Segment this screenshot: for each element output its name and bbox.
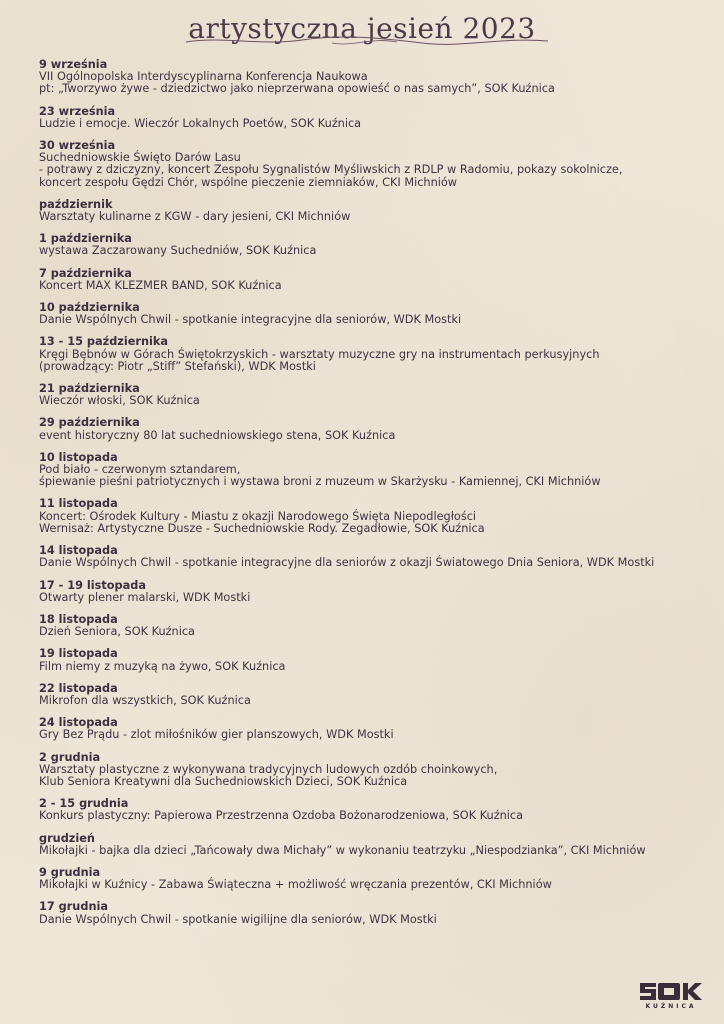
event-item [39, 336, 699, 373]
event-item [39, 901, 699, 925]
event-date: 21 października [39, 382, 140, 396]
event-date: 10 października [39, 301, 140, 315]
logo-subtitle: KUŹNICA [645, 1003, 697, 1010]
event-description-line: Konkurs plastyczny: Papierowa Przestrzenna Ozdoba Bożonarodzeniowa, SOK Kuźnica [39, 809, 524, 823]
page-title-text: artystyczna jesień 2023 [188, 12, 536, 45]
event-item [39, 833, 699, 857]
event-description-line: event historyczny 80 lat suchedniowskiego stena, SOK Kuźnica [39, 428, 396, 442]
event-item [39, 302, 699, 326]
event-item [39, 383, 699, 407]
event-date: 2 - 15 grudnia [39, 797, 129, 811]
event-item [39, 452, 699, 489]
page-title [188, 12, 536, 45]
event-date: 17 - 19 listopada [39, 578, 146, 592]
event-item [39, 140, 699, 189]
event-description-line: Dzień Seniora, SOK Kuźnica [39, 625, 195, 639]
event-date: 17 grudnia [39, 900, 108, 914]
event-description-line: Mikrofon dla wszystkich, SOK Kuźnica [39, 693, 251, 707]
event-description-line: Warsztaty kulinarne z KGW - dary jesieni, CKI Michniów [39, 210, 351, 224]
event-description-line: Danie Wspólnych Chwil - spotkanie wigilijne dla seniorów, WDK Mostki [39, 912, 437, 926]
event-date: 30 września [39, 139, 116, 153]
event-description-line: Warsztaty plastyczne z wykonywana tradycyjnych ludowych ozdób choinkowych, [39, 762, 498, 776]
event-date: 19 listopada [39, 647, 118, 661]
event-description-line: Danie Wspólnych Chwil - spotkanie integracyjne dla seniorów z okazji Światowego Dnia Seniora, WDK Mostki [39, 556, 655, 570]
event-description-line: Mikołajki w Kuźnicy - Zabawa Świąteczna + możliwość wręczania prezentów, CKI Michniów [39, 878, 552, 892]
event-description-line: Otwarty plener malarski, WDK Mostki [39, 590, 251, 604]
event-description-line: pt: „Tworzywo żywe - dziedzictwo jako nieprzerwana opowieść o nas samych”, SOK Kuźnica [39, 82, 555, 96]
event-description-line: koncert zespołu Gędzi Chór, wspólne pieczenie ziemniaków, CKI Michniów [39, 175, 458, 189]
event-date: 7 października [39, 266, 132, 280]
event-item [39, 233, 699, 257]
event-item [39, 106, 699, 130]
event-item [39, 717, 699, 741]
event-description-line: Wieczór włoski, SOK Kuźnica [39, 394, 200, 408]
logo-mark-icon [638, 980, 704, 1001]
event-description-line: Koncert MAX KLEZMER BAND, SOK Kuźnica [39, 278, 282, 292]
event-date: 11 listopada [39, 497, 118, 511]
event-date: październik [39, 197, 113, 211]
event-date: 14 listopada [39, 544, 118, 558]
event-description-line: Suchedniowskie Święto Darów Lasu [39, 151, 241, 165]
event-description-line: Pod biało - czerwonym sztandarem, [39, 463, 241, 477]
event-date: 1 października [39, 232, 132, 246]
title-flourish-icon [182, 34, 552, 48]
event-description-line: Klub Seniora Kreatywni dla Suchedniowskich Dzieci, SOK Kuźnica [39, 774, 408, 788]
event-description-line: VII Ogólnopolska Interdyscyplinarna Konferencja Naukowa [39, 70, 368, 84]
event-date: 24 listopada [39, 716, 118, 730]
event-item [39, 798, 699, 822]
event-item [39, 580, 699, 604]
event-date: 13 - 15 października [39, 335, 169, 349]
event-date: 9 grudnia [39, 865, 101, 879]
event-item [39, 59, 699, 96]
page-header [0, 12, 724, 45]
event-item [39, 614, 699, 638]
event-description-line: Wernisaż: Artystyczne Dusze - Suchedniowskie Rody. Zegadłowie, SOK Kuźnica [39, 521, 485, 535]
event-date: 29 października [39, 416, 140, 430]
event-description-line: Mikołajki - bajka dla dzieci „Tańcowały dwa Michały” w wykonaniu teatrzyku „Niespodzianka”, CKI Michniów [39, 843, 646, 857]
event-description-line: Film niemy z muzyką na żywo, SOK Kuźnica [39, 659, 286, 673]
event-description-line: Danie Wspólnych Chwil - spotkanie integracyjne dla seniorów, WDK Mostki [39, 313, 462, 327]
event-description-line: wystawa Zaczarowany Suchedniów, SOK Kuźnica [39, 244, 317, 258]
event-date: 22 listopada [39, 681, 118, 695]
event-description-line: (prowadzący: Piotr „Stiff” Stefański), WDK Mostki [39, 359, 316, 373]
event-item [39, 498, 699, 535]
event-item [39, 545, 699, 569]
event-item [39, 752, 699, 789]
event-date: grudzień [39, 831, 95, 845]
event-date: 23 września [39, 104, 116, 118]
event-date: 18 listopada [39, 612, 118, 626]
event-item [39, 867, 699, 891]
event-item [39, 417, 699, 441]
event-description-line: śpiewanie pieśni patriotycznych i wystawa broni z muzeum w Skarżysku - Kamiennej, CKI Michniów [39, 475, 601, 489]
event-date: 9 września [39, 58, 108, 71]
event-description-line: Kręgi Bębnów w Górach Świętokrzyskich - warsztaty muzyczne gry na instrumentach perkusyjnych [39, 347, 600, 361]
sok-kuznica-logo [638, 980, 704, 1010]
event-date: 10 listopada [39, 450, 118, 464]
event-description-line: Gry Bez Prądu - zlot miłośników gier planszowych, WDK Mostki [39, 728, 394, 742]
event-date: 2 grudnia [39, 750, 101, 764]
event-list [39, 59, 699, 936]
event-item [39, 683, 699, 707]
event-item [39, 199, 699, 223]
event-item [39, 268, 699, 292]
event-description-line: - potrawy z dziczyzny, koncert Zespołu Sygnalistów Myśliwskich z RDLP w Radomiu, pokazy sokolnicze, [39, 163, 623, 177]
event-item [39, 648, 699, 672]
event-description-line: Koncert: Ośrodek Kultury - Miastu z okazji Narodowego Święta Niepodległości [39, 509, 477, 523]
event-description-line: Ludzie i emocje. Wieczór Lokalnych Poetów, SOK Kuźnica [39, 116, 362, 130]
